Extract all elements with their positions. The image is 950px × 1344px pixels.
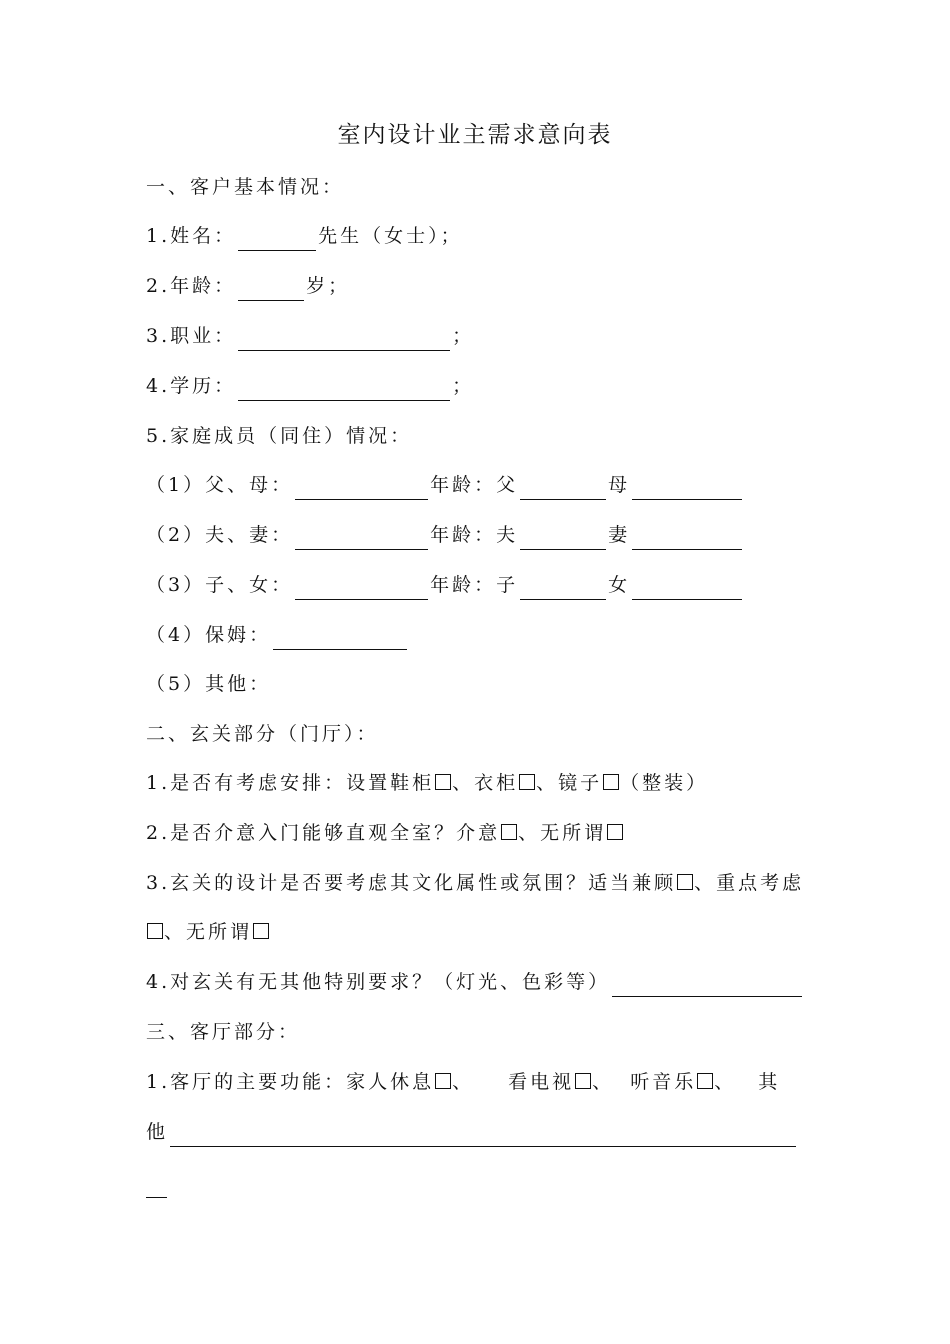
living-q1-row — [146, 1067, 780, 1097]
wife-age-field[interactable] — [632, 527, 742, 550]
foyer-q2-row — [146, 818, 624, 848]
foyer-q2-text: 2.是否介意入门能够直观全室？介意 — [146, 822, 501, 844]
job-label: 3.职业： — [146, 325, 237, 347]
foyer-q1-tail: （整装） — [620, 772, 709, 794]
foyer-q4-row — [146, 967, 804, 997]
dont-mind-checkbox[interactable] — [607, 824, 623, 840]
mirror-checkbox[interactable] — [603, 774, 619, 790]
other-member-label: （5）其他： — [146, 673, 272, 695]
foyer-q1-text: 1.是否有考虑安排：设置鞋柜 — [146, 772, 435, 794]
job-row — [146, 321, 474, 351]
dont-mind-label: 、无所谓 — [518, 822, 607, 844]
education-suffix: ； — [452, 375, 475, 397]
family-heading: 5.家庭成员（同住）情况： — [146, 425, 413, 447]
education-field[interactable] — [238, 378, 450, 401]
age-suffix: 岁； — [306, 275, 351, 297]
age-row — [146, 271, 350, 301]
foyer-q1-row — [146, 768, 708, 798]
mother-label: 母 — [608, 474, 631, 496]
foyer-other-field[interactable] — [612, 974, 802, 997]
foyer-q4-text: 4.对玄关有无其他特别要求？（灯光、色彩等） — [146, 971, 611, 993]
children-field[interactable] — [295, 577, 428, 600]
continuation-dash — [146, 1197, 167, 1198]
age-label: 2.年龄： — [146, 275, 237, 297]
sep-3: 、 — [714, 1071, 737, 1093]
sep-2: 、 — [592, 1071, 615, 1093]
section3-heading: 三、客厅部分： — [146, 1021, 301, 1043]
sep-1: 、 — [452, 1071, 475, 1093]
husband-age-field[interactable] — [520, 527, 606, 550]
living-q1-text: 1.客厅的主要功能：家人休息 — [146, 1071, 435, 1093]
age-field[interactable] — [238, 278, 304, 301]
tv-checkbox[interactable] — [575, 1073, 591, 1089]
indifferent-label: 、无所谓 — [164, 921, 253, 943]
rest-checkbox[interactable] — [435, 1073, 451, 1089]
son-label: 子 — [496, 574, 519, 596]
name-suffix: 先生（女士）； — [318, 225, 463, 247]
name-field[interactable] — [238, 228, 316, 251]
member-row-parents — [146, 470, 744, 500]
parents-field[interactable] — [295, 477, 428, 500]
daughter-label: 女 — [608, 574, 631, 596]
member-age-label: 年龄： — [430, 474, 497, 496]
mind-checkbox[interactable] — [501, 824, 517, 840]
foyer-q3-text: 3.玄关的设计是否要考虑其文化属性或氛围？适当兼顾 — [146, 872, 677, 894]
father-age-field[interactable] — [520, 477, 606, 500]
son-age-field[interactable] — [520, 577, 606, 600]
music-checkbox[interactable] — [697, 1073, 713, 1089]
tv-label: 看电视 — [508, 1071, 575, 1093]
focus-label: 、重点考虑 — [694, 872, 805, 894]
mirror-label: 、镜子 — [536, 772, 603, 794]
other-label-end: 他 — [146, 1121, 169, 1143]
member-label: （2）夫、妻： — [146, 524, 294, 546]
foyer-q3-row-cont — [146, 917, 270, 947]
daughter-age-field[interactable] — [632, 577, 742, 600]
education-label: 4.学历： — [146, 375, 237, 397]
education-row — [146, 371, 474, 401]
wardrobe-checkbox[interactable] — [519, 774, 535, 790]
shoe-cabinet-checkbox[interactable] — [435, 774, 451, 790]
member-age-label: 年龄： — [430, 574, 497, 596]
wardrobe-label: 、衣柜 — [452, 772, 519, 794]
living-q1-row-cont — [146, 1117, 798, 1147]
spouse-field[interactable] — [295, 527, 428, 550]
living-other-field[interactable] — [170, 1124, 796, 1147]
music-label: 听音乐 — [630, 1071, 697, 1093]
husband-label: 夫 — [496, 524, 519, 546]
nanny-row — [146, 620, 409, 650]
nanny-field[interactable] — [273, 627, 407, 650]
member-label: （3）子、女： — [146, 574, 294, 596]
job-suffix: ； — [452, 325, 475, 347]
member-row-spouse — [146, 520, 744, 550]
mother-age-field[interactable] — [632, 477, 742, 500]
moderate-checkbox[interactable] — [677, 874, 693, 890]
father-label: 父 — [496, 474, 519, 496]
job-field[interactable] — [238, 328, 450, 351]
page-title: 室内设计业主需求意向表 — [337, 122, 613, 148]
member-age-label: 年龄： — [430, 524, 497, 546]
name-label: 1.姓名： — [146, 225, 237, 247]
foyer-q3-row — [146, 868, 804, 898]
nanny-label: （4）保姆： — [146, 624, 272, 646]
section1-heading: 一、客户基本情况： — [146, 176, 345, 198]
indifferent-checkbox[interactable] — [253, 923, 269, 939]
wife-label: 妻 — [608, 524, 631, 546]
member-label: （1）父、母： — [146, 474, 294, 496]
section2-heading: 二、玄关部分（门厅）： — [146, 723, 379, 745]
focus-checkbox[interactable] — [147, 923, 163, 939]
other-label-start: 其 — [758, 1071, 781, 1093]
name-row — [146, 221, 463, 251]
member-row-children — [146, 570, 744, 600]
